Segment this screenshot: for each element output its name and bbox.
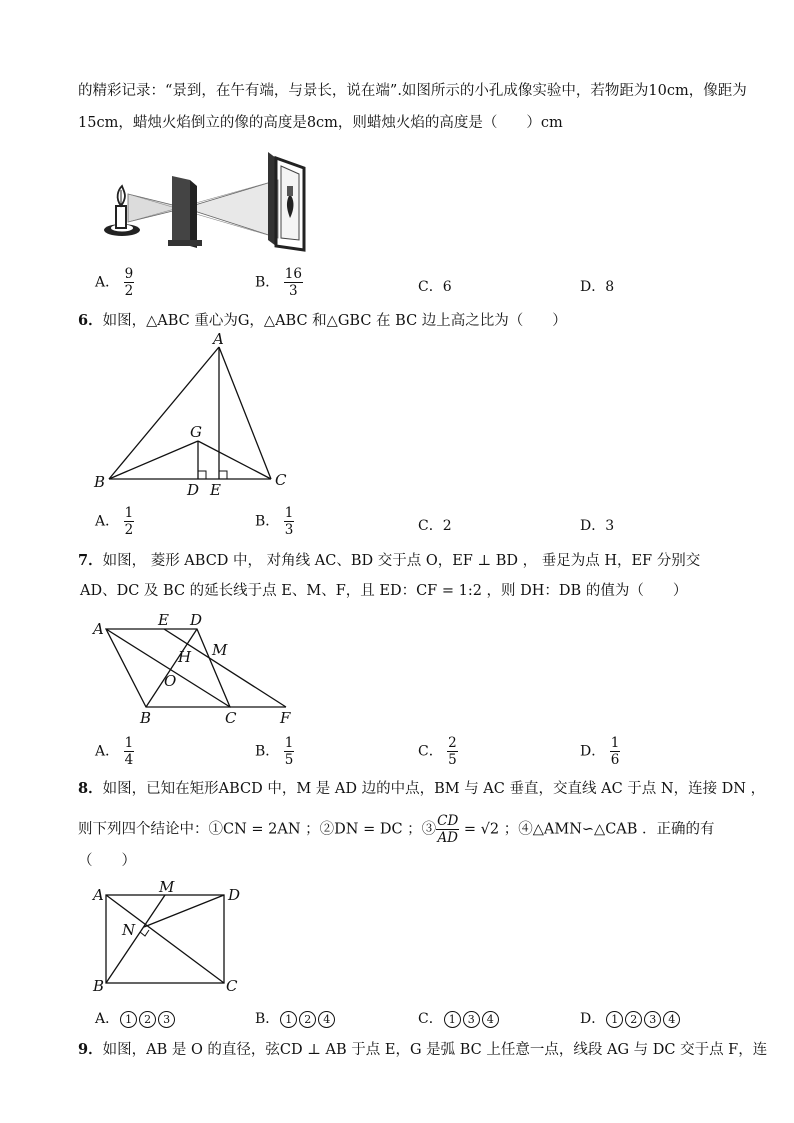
q8-option-d-circle-3: 3 bbox=[644, 1011, 661, 1028]
q8-label-c: C bbox=[226, 977, 238, 995]
q7-option-d[interactable]: D． $\frac{1}{6}$ bbox=[580, 735, 620, 768]
q8-option-c-circle-2: 3 bbox=[463, 1011, 480, 1028]
q6-label-c: C bbox=[275, 471, 287, 489]
q6-stem: 6．如图，△ABC 重心为G，△ABC 和△GBC 在 BC 边上高之比为（ ） bbox=[78, 312, 567, 329]
q9-stem: 9．如图，AB 是 O 的直径，弦CD ⊥ AB 于点 E，G 是弧 BC 上任意一点，线段 AG 与 DC 交于点 F，连 bbox=[78, 1041, 768, 1058]
q5-stem-line2: 15cm，蜡烛火焰倒立的像的高度是8cm，则蜡烛火焰的高度是（ ）cm bbox=[78, 115, 563, 131]
q7-option-d-numerator: 1 bbox=[610, 735, 620, 751]
q8-option-c-circle-3: 4 bbox=[482, 1011, 499, 1028]
q7-option-a-numerator: 1 bbox=[124, 735, 134, 751]
q6-label-b: B bbox=[94, 473, 106, 491]
q6-option-b-numerator: 1 bbox=[284, 505, 294, 521]
q6-number: 6． bbox=[78, 312, 103, 329]
q8-stem-fraction-numerator: CD bbox=[437, 813, 459, 829]
q7-option-b[interactable]: B． $\frac{1}{5}$ bbox=[255, 735, 294, 768]
q7-label-e: E bbox=[158, 611, 169, 629]
q7-label-b: B bbox=[140, 709, 152, 727]
q7-label-h: H bbox=[178, 648, 192, 666]
q8-option-b-circle-3: 4 bbox=[318, 1011, 335, 1028]
q7-stem-line1: 7．如图， 菱形 ABCD 中， 对角线 AC、BD 交于点 O，EF ⊥ BD ， 垂足为点 H，EF 分别交 bbox=[78, 552, 701, 569]
q7-option-c-numerator: 2 bbox=[448, 735, 457, 751]
q8-label-d: D bbox=[228, 886, 241, 904]
q7-number: 7． bbox=[78, 552, 103, 569]
q7-option-b-numerator: 1 bbox=[284, 735, 294, 751]
q8-option-a-circle-2: 2 bbox=[139, 1011, 156, 1028]
q8-stem-line1: 8．如图，已知在矩形ABCD 中，M 是 AD 边的中点，BM 与 AC 垂直，交直线 AC 于点 N，连接 DN ， bbox=[78, 780, 766, 797]
q7-label-o: O bbox=[164, 672, 177, 690]
q5-option-b-denominator: 3 bbox=[289, 283, 298, 299]
q8-option-c-circle-1: 1 bbox=[444, 1011, 461, 1028]
q8-option-d[interactable]: D． 1 2 3 4 bbox=[580, 1008, 681, 1028]
q9-number: 9． bbox=[78, 1041, 103, 1058]
q8-option-a-circle-3: 3 bbox=[158, 1011, 175, 1028]
q8-stem-line3: （ ） bbox=[78, 853, 136, 869]
q6-option-a-denominator: 2 bbox=[124, 522, 134, 538]
q8-rectangle-figure bbox=[92, 878, 252, 995]
q7-stem-line2: AD、DC 及 BC 的延长线于点 E、M、F，且 ED：CF = 1:2 ，则 DH：DB 的值为（ ） bbox=[80, 583, 688, 599]
q8-option-a-circle-1: 1 bbox=[120, 1011, 137, 1028]
q7-option-d-denominator: 6 bbox=[610, 752, 620, 768]
q6-label-d: D bbox=[187, 481, 200, 499]
q5-stem-line1: 的精彩记录：“景到，在午有端，与景长，说在端”.如图所示的小孔成像实验中，若物距为10cm，像距为 bbox=[78, 83, 747, 99]
q7-label-d: D bbox=[190, 611, 203, 629]
q8-option-c[interactable]: C． 1 3 4 bbox=[418, 1008, 500, 1028]
q6-label-e: E bbox=[210, 481, 221, 499]
q6-option-a[interactable]: A． $\frac{1}{2}$ bbox=[95, 505, 134, 538]
q6-option-a-numerator: 1 bbox=[124, 505, 134, 521]
q6-triangle-figure bbox=[90, 330, 300, 499]
q7-label-f: F bbox=[280, 709, 291, 727]
q6-label-g: G bbox=[190, 423, 202, 441]
q6-option-c[interactable]: C．2 bbox=[418, 518, 452, 534]
q7-option-c[interactable]: C． $\frac{2}{5}$ bbox=[418, 735, 457, 768]
q8-option-d-circle-4: 4 bbox=[663, 1011, 680, 1028]
q5-option-b-numerator: 16 bbox=[284, 266, 302, 282]
q8-option-b[interactable]: B． 1 2 4 bbox=[255, 1008, 336, 1028]
q8-number: 8． bbox=[78, 780, 103, 797]
q8-label-a: A bbox=[93, 886, 104, 904]
q8-stem-line2: 则下列四个结论中：①CN = 2AN ；②DN = DC ；③ $\frac{CD}{AD}$ = √2 ；④△AMN∽△CAB ．正确的有 bbox=[78, 813, 715, 846]
q8-option-d-circle-1: 1 bbox=[606, 1011, 623, 1028]
q8-label-m: M bbox=[159, 878, 175, 896]
q6-option-d[interactable]: D．3 bbox=[580, 518, 615, 534]
q5-option-d[interactable]: D．8 bbox=[580, 279, 615, 295]
q5-option-a[interactable]: A． $\frac{9}{2}$ bbox=[95, 266, 134, 299]
q8-option-d-circle-2: 2 bbox=[625, 1011, 642, 1028]
q6-option-b[interactable]: B． $\frac{1}{3}$ bbox=[255, 505, 294, 538]
q6-label-a: A bbox=[213, 330, 224, 348]
q7-option-b-denominator: 5 bbox=[284, 752, 294, 768]
q8-label-b: B bbox=[93, 977, 105, 995]
q7-label-m: M bbox=[212, 641, 228, 659]
q8-option-a[interactable]: A． 1 2 3 bbox=[95, 1008, 176, 1028]
q5-option-a-numerator: 9 bbox=[124, 266, 134, 282]
q5-option-b[interactable]: B． $\frac{16}{3}$ bbox=[255, 266, 302, 299]
q5-option-c[interactable]: C．6 bbox=[418, 279, 452, 295]
q8-label-n: N bbox=[122, 921, 136, 939]
q7-option-a[interactable]: A． $\frac{1}{4}$ bbox=[95, 735, 134, 768]
q7-option-a-denominator: 4 bbox=[124, 752, 134, 768]
q8-option-b-circle-1: 1 bbox=[280, 1011, 297, 1028]
q7-label-c: C bbox=[225, 709, 237, 727]
q6-option-b-denominator: 3 bbox=[284, 522, 294, 538]
q8-option-b-circle-2: 2 bbox=[299, 1011, 316, 1028]
q7-label-a: A bbox=[93, 620, 104, 638]
q7-option-c-denominator: 5 bbox=[448, 752, 457, 768]
q8-stem-fraction-denominator: AD bbox=[437, 830, 459, 846]
q5-pinhole-figure bbox=[100, 150, 310, 250]
q7-rhombus-figure bbox=[92, 612, 302, 727]
q5-option-a-denominator: 2 bbox=[124, 283, 134, 299]
